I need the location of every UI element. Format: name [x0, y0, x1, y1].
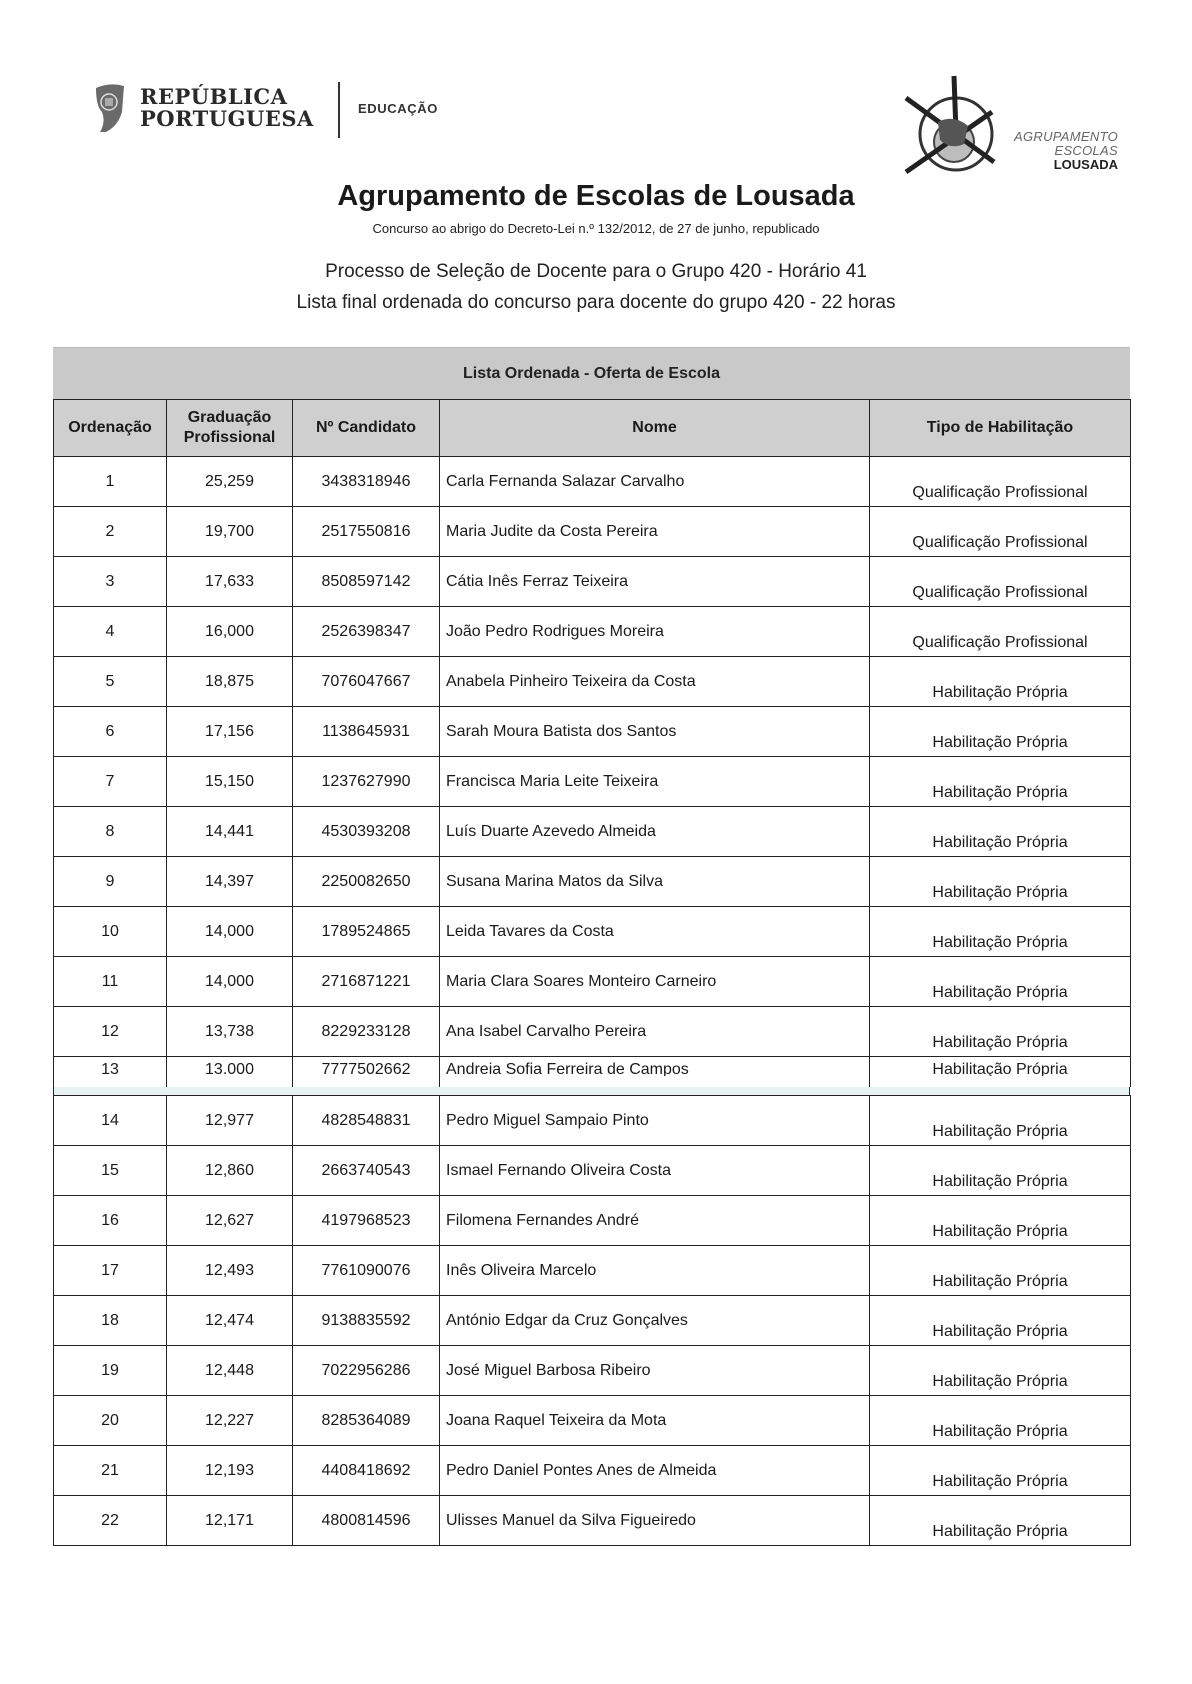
cell-graduacao: 19,700 — [167, 507, 293, 557]
cell-nome: João Pedro Rodrigues Moreira — [440, 607, 870, 657]
cell-ordem: 4 — [54, 607, 167, 657]
cell-ordem: 17 — [54, 1246, 167, 1296]
table-header-row — [54, 400, 1131, 457]
cell-habilitacao: Habilitação Própria — [870, 1346, 1131, 1396]
cell-habilitacao: Habilitação Própria — [870, 657, 1131, 707]
list-title: Lista final ordenada do concurso para docente do grupo 420 - 22 horas — [296, 292, 896, 313]
table-row — [54, 607, 1131, 657]
cell-candidato: 4800814596 — [293, 1496, 440, 1546]
cell-candidato: 2716871221 — [293, 957, 440, 1007]
cell-nome: José Miguel Barbosa Ribeiro — [440, 1346, 870, 1396]
cell-habilitacao: Qualificação Profissional — [870, 507, 1131, 557]
cell-graduacao: 14,397 — [167, 857, 293, 907]
cell-habilitacao: Habilitação Própria — [870, 757, 1131, 807]
cell-graduacao: 12,448 — [167, 1346, 293, 1396]
table-row — [54, 1346, 1131, 1396]
table-row — [54, 507, 1131, 557]
cell-nome: Carla Fernanda Salazar Carvalho — [440, 457, 870, 507]
table-row — [54, 1007, 1131, 1057]
cell-nome: Susana Marina Matos da Silva — [440, 857, 870, 907]
cell-graduacao: 25,259 — [167, 457, 293, 507]
cell-nome: Inês Oliveira Marcelo — [440, 1246, 870, 1296]
cell-nome: Maria Clara Soares Monteiro Carneiro — [440, 957, 870, 1007]
table-row — [54, 807, 1131, 857]
cell-habilitacao: Habilitação Própria — [870, 1446, 1131, 1496]
cell-graduacao: 14,000 — [167, 907, 293, 957]
cell-candidato: 9138835592 — [293, 1296, 440, 1346]
cell-habilitacao: Habilitação Própria — [870, 857, 1131, 907]
cell-ordem: 22 — [54, 1496, 167, 1546]
col-header-graduacao: Graduação Profissional — [167, 400, 293, 457]
cell-habilitacao: Habilitação Própria — [870, 1396, 1131, 1446]
cell-ordem: 3 — [54, 557, 167, 607]
cell-habilitacao: Habilitação Própria — [870, 1007, 1131, 1057]
cell-candidato: 4197968523 — [293, 1196, 440, 1246]
cell-ordem: 5 — [54, 657, 167, 707]
table-row — [54, 1246, 1131, 1296]
cell-habilitacao: Habilitação Própria — [870, 707, 1131, 757]
table-row — [54, 1146, 1131, 1196]
col-header-habilitacao: Tipo de Habilitação — [870, 400, 1131, 457]
table-row — [54, 557, 1131, 607]
cell-graduacao: 14,000 — [167, 957, 293, 1007]
table-row — [54, 1496, 1131, 1546]
ranked-list-table — [53, 347, 1130, 1546]
cell-graduacao: 13.000 — [167, 1057, 293, 1088]
cell-candidato: 7022956286 — [293, 1346, 440, 1396]
cell-candidato: 4408418692 — [293, 1446, 440, 1496]
cell-habilitacao: Habilitação Própria — [870, 957, 1131, 1007]
cell-habilitacao: Habilitação Própria — [870, 1096, 1131, 1146]
cell-candidato: 8229233128 — [293, 1007, 440, 1057]
cell-nome: António Edgar da Cruz Gonçalves — [440, 1296, 870, 1346]
process-title: Processo de Seleção de Docente para o Grupo 420 - Horário 41 — [325, 261, 867, 282]
cell-nome: Cátia Inês Ferraz Teixeira — [440, 557, 870, 607]
cell-candidato: 4530393208 — [293, 807, 440, 857]
cell-graduacao: 12,977 — [167, 1096, 293, 1146]
cell-habilitacao: Habilitação Própria — [870, 1496, 1131, 1546]
table-row — [54, 1096, 1131, 1146]
school-logo-text: AGRUPAMENTO ESCOLAS LOUSADA — [1014, 129, 1118, 172]
cell-candidato: 7076047667 — [293, 657, 440, 707]
cell-nome: Sarah Moura Batista dos Santos — [440, 707, 870, 757]
cell-graduacao: 12,227 — [167, 1396, 293, 1446]
cell-nome: Luís Duarte Azevedo Almeida — [440, 807, 870, 857]
header-divider — [338, 82, 340, 138]
cell-habilitacao: Habilitação Própria — [870, 1246, 1131, 1296]
cell-ordem: 8 — [54, 807, 167, 857]
cell-ordem: 10 — [54, 907, 167, 957]
cell-nome: Joana Raquel Teixeira da Mota — [440, 1396, 870, 1446]
republica-portuguesa-logo — [92, 82, 314, 134]
cell-nome: Pedro Daniel Pontes Anes de Almeida — [440, 1446, 870, 1496]
col-header-ordenacao: Ordenação — [54, 400, 167, 457]
cell-candidato: 4828548831 — [293, 1096, 440, 1146]
cell-graduacao: 17,156 — [167, 707, 293, 757]
cell-habilitacao: Habilitação Própria — [870, 1196, 1131, 1246]
cell-graduacao: 12,627 — [167, 1196, 293, 1246]
cell-ordem: 11 — [54, 957, 167, 1007]
cell-ordem: 20 — [54, 1396, 167, 1446]
cell-habilitacao: Habilitação Própria — [870, 1296, 1131, 1346]
cell-graduacao: 18,875 — [167, 657, 293, 707]
cell-candidato: 2250082650 — [293, 857, 440, 907]
cell-graduacao: 16,000 — [167, 607, 293, 657]
cell-candidato: 8508597142 — [293, 557, 440, 607]
school-emblem-icon — [898, 74, 1002, 178]
cell-graduacao: 17,633 — [167, 557, 293, 607]
ministry-label: EDUCAÇÃO — [358, 101, 438, 116]
coat-of-arms-icon — [92, 82, 128, 134]
cell-candidato: 3438318946 — [293, 457, 440, 507]
cell-ordem: 12 — [54, 1007, 167, 1057]
cell-graduacao: 14,441 — [167, 807, 293, 857]
cell-ordem: 2 — [54, 507, 167, 557]
cell-ordem: 13 — [54, 1057, 167, 1088]
cell-candidato: 2517550816 — [293, 507, 440, 557]
page-title: Agrupamento de Escolas de Lousada — [337, 180, 855, 212]
cell-graduacao: 12,860 — [167, 1146, 293, 1196]
gov-name-line2: PORTUGUESA — [140, 106, 314, 131]
cell-graduacao: 12,474 — [167, 1296, 293, 1346]
table-row — [54, 1196, 1131, 1246]
cell-ordem: 14 — [54, 1096, 167, 1146]
table-caption: Lista Ordenada - Oferta de Escola — [53, 347, 1130, 399]
table-row — [54, 857, 1131, 907]
cell-ordem: 19 — [54, 1346, 167, 1396]
table-row — [54, 457, 1131, 507]
cell-ordem: 15 — [54, 1146, 167, 1196]
table-row — [54, 757, 1131, 807]
cell-nome: Ana Isabel Carvalho Pereira — [440, 1007, 870, 1057]
table-row — [54, 907, 1131, 957]
table-row — [54, 1446, 1131, 1496]
cell-ordem: 21 — [54, 1446, 167, 1496]
cell-ordem: 16 — [54, 1196, 167, 1246]
cell-ordem: 6 — [54, 707, 167, 757]
cell-habilitacao: Qualificação Profissional — [870, 457, 1131, 507]
cell-nome: Francisca Maria Leite Teixeira — [440, 757, 870, 807]
legal-subtitle: Concurso ao abrigo do Decreto-Lei n.º 132/2012, de 27 de junho, republicado — [372, 221, 820, 236]
cell-nome: Leida Tavares da Costa — [440, 907, 870, 957]
cell-graduacao: 12,493 — [167, 1246, 293, 1296]
cell-nome: Anabela Pinheiro Teixeira da Costa — [440, 657, 870, 707]
cell-candidato: 7761090076 — [293, 1246, 440, 1296]
cell-candidato: 8285364089 — [293, 1396, 440, 1446]
table-row — [54, 957, 1131, 1007]
cell-habilitacao: Qualificação Profissional — [870, 607, 1131, 657]
cell-habilitacao: Habilitação Própria — [870, 1057, 1131, 1088]
cell-candidato: 7777502662 — [293, 1057, 440, 1088]
cell-nome: Filomena Fernandes André — [440, 1196, 870, 1246]
cell-candidato: 2663740543 — [293, 1146, 440, 1196]
cell-candidato: 2526398347 — [293, 607, 440, 657]
cell-ordem: 7 — [54, 757, 167, 807]
scan-artifact-gap — [53, 1087, 1130, 1095]
col-header-nome: Nome — [440, 400, 870, 457]
gov-name-line1: REPÚBLICA — [140, 84, 288, 109]
cell-graduacao: 13,738 — [167, 1007, 293, 1057]
col-header-candidato: Nº Candidato — [293, 400, 440, 457]
cell-ordem: 9 — [54, 857, 167, 907]
cell-candidato: 1138645931 — [293, 707, 440, 757]
cell-candidato: 1237627990 — [293, 757, 440, 807]
cell-habilitacao: Habilitação Própria — [870, 907, 1131, 957]
cell-graduacao: 15,150 — [167, 757, 293, 807]
table-row — [54, 657, 1131, 707]
table-row — [54, 1396, 1131, 1446]
table-row — [54, 1296, 1131, 1346]
cell-nome: Maria Judite da Costa Pereira — [440, 507, 870, 557]
cell-nome: Ulisses Manuel da Silva Figueiredo — [440, 1496, 870, 1546]
cell-graduacao: 12,193 — [167, 1446, 293, 1496]
cell-ordem: 18 — [54, 1296, 167, 1346]
table-row — [54, 707, 1131, 757]
cell-habilitacao: Habilitação Própria — [870, 1146, 1131, 1196]
cell-habilitacao: Habilitação Própria — [870, 807, 1131, 857]
table-row — [54, 1057, 1131, 1088]
cell-habilitacao: Qualificação Profissional — [870, 557, 1131, 607]
cell-ordem: 1 — [54, 457, 167, 507]
cell-nome: Ismael Fernando Oliveira Costa — [440, 1146, 870, 1196]
cell-candidato: 1789524865 — [293, 907, 440, 957]
cell-nome: Pedro Miguel Sampaio Pinto — [440, 1096, 870, 1146]
cell-graduacao: 12,171 — [167, 1496, 293, 1546]
cell-nome: Andreia Sofia Ferreira de Campos — [440, 1057, 870, 1088]
